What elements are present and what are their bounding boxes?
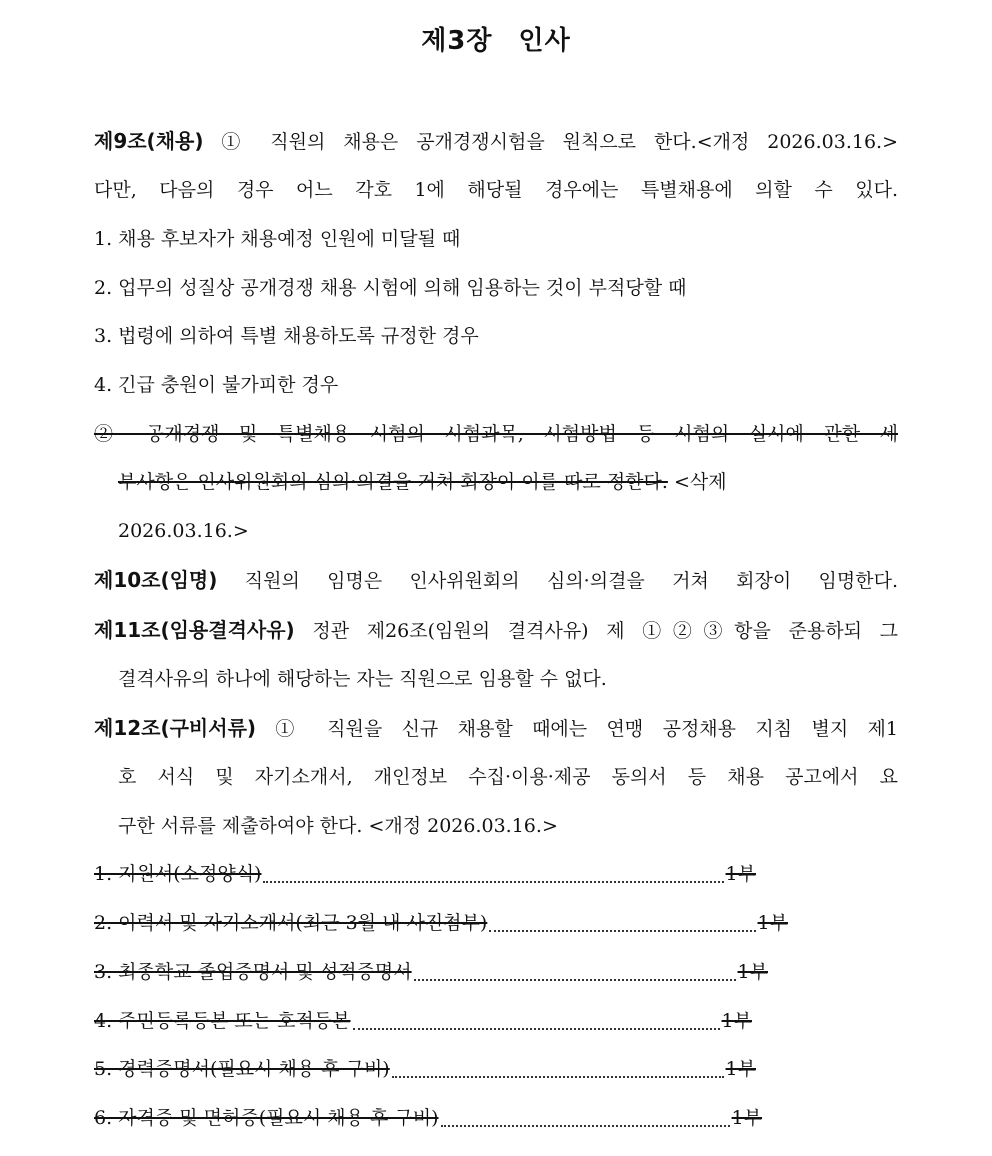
article-9-heading: 제9조(채용): [94, 129, 204, 153]
article-9-item-1: 1. 채용 후보자가 채용예정 인원에 미달될 때: [94, 228, 461, 250]
article-9-clause-1: ① 직원의 채용은 공개경쟁시험을 원칙으로 한다.<개정 2026.03.16.>: [221, 131, 898, 153]
article-12-text-a: ① 직원을 신규 채용할 때에는 연맹 공정채용 지침 별지 제1: [256, 718, 898, 740]
article-11-heading: 제11조(임용결격사유): [94, 618, 295, 642]
doc-item-6: [94, 1105, 762, 1131]
article-12-line-1: [94, 715, 898, 742]
article-11-text-a: 정관 제26조(임원의 결격사유) 제 ①②③항을 준용하되 그: [294, 620, 898, 642]
leader-dots: [441, 1115, 730, 1127]
doc-item-name: 6. 자격증 및 면허증(필요시 채용 후 구비): [94, 1107, 439, 1129]
leader-dots: [489, 920, 755, 932]
article-12-line-2: 호 서식 및 자기소개서, 개인정보 수집·이용·제공 동의서 등 채용 공고에서 요: [118, 766, 898, 788]
article-9-clause-2-deleted-b: [118, 469, 898, 495]
doc-item-name: 4. 주민등록등본 또는 호적등본: [94, 1010, 351, 1032]
leader-dots: [392, 1066, 724, 1078]
doc-item-name: 3. 최종학교 졸업증명서 및 성적증명서: [94, 961, 412, 983]
article-9-clause-2-deleted-a: ② 공개경쟁 및 특별채용 시험의 시험과목, 시험방법 등 시험의 실시에 관한 세: [94, 423, 898, 445]
article-9-item-3: 3. 법령에 의하여 특별 채용하도록 규정한 경우: [94, 325, 479, 347]
doc-item-2: [94, 910, 788, 936]
deletion-note: <삭제: [667, 471, 727, 493]
doc-item-qty: 1부: [757, 912, 788, 934]
doc-item-qty: 1부: [725, 863, 756, 885]
doc-item-qty: 1부: [731, 1107, 762, 1129]
article-12-heading: 제12조(구비서류): [94, 716, 257, 740]
article-9-paragraph-1: [94, 128, 898, 155]
doc-item-1: [94, 861, 756, 887]
article-9-item-2: 2. 업무의 성질상 공개경쟁 채용 시험에 의해 임용하는 것이 부적당할 때: [94, 277, 687, 299]
article-11-line-1: [94, 617, 898, 644]
article-9-clause-2-deleted-text: 부사항은 인사위원회의 심의·의결을 거쳐 회장이 이를 따로 정한다.: [118, 471, 668, 493]
doc-item-qty: 1부: [721, 1010, 752, 1032]
leader-dots: [414, 969, 736, 981]
leader-dots: [353, 1018, 720, 1030]
article-10-heading: 제10조(임명): [94, 568, 218, 592]
doc-item-name: 1. 지원서(소정양식): [94, 863, 262, 885]
doc-item-4: [94, 1008, 752, 1034]
article-10: [94, 567, 898, 594]
doc-item-5: [94, 1056, 756, 1082]
doc-item-name: 5. 경력증명서(필요시 채용 후 구비): [94, 1058, 390, 1080]
article-10-text: 직원의 임명은 인사위원회의 심의·의결을 거쳐 회장이 임명한다.: [217, 570, 898, 592]
article-12-line-3: 구한 서류를 제출하여야 한다. <개정 2026.03.16.>: [118, 815, 558, 837]
doc-item-3: [94, 959, 768, 985]
leader-dots: [263, 871, 723, 883]
article-9-proviso: 다만, 다음의 경우 어느 각호 1에 해당될 경우에는 특별채용에 의할 수 있다.: [94, 179, 898, 201]
doc-item-qty: 1부: [737, 961, 768, 983]
article-11-line-2: 결격사유의 하나에 해당하는 자는 직원으로 임용할 수 없다.: [118, 668, 607, 690]
deletion-note-date: 2026.03.16.>: [118, 520, 249, 542]
doc-item-name: 2. 이력서 및 자기소개서(최근 3월 내 사진첨부): [94, 912, 488, 934]
chapter-title: 제3장 인사: [421, 26, 571, 56]
article-9-item-4: 4. 긴급 충원이 불가피한 경우: [94, 374, 339, 396]
doc-item-qty: 1부: [725, 1058, 756, 1080]
